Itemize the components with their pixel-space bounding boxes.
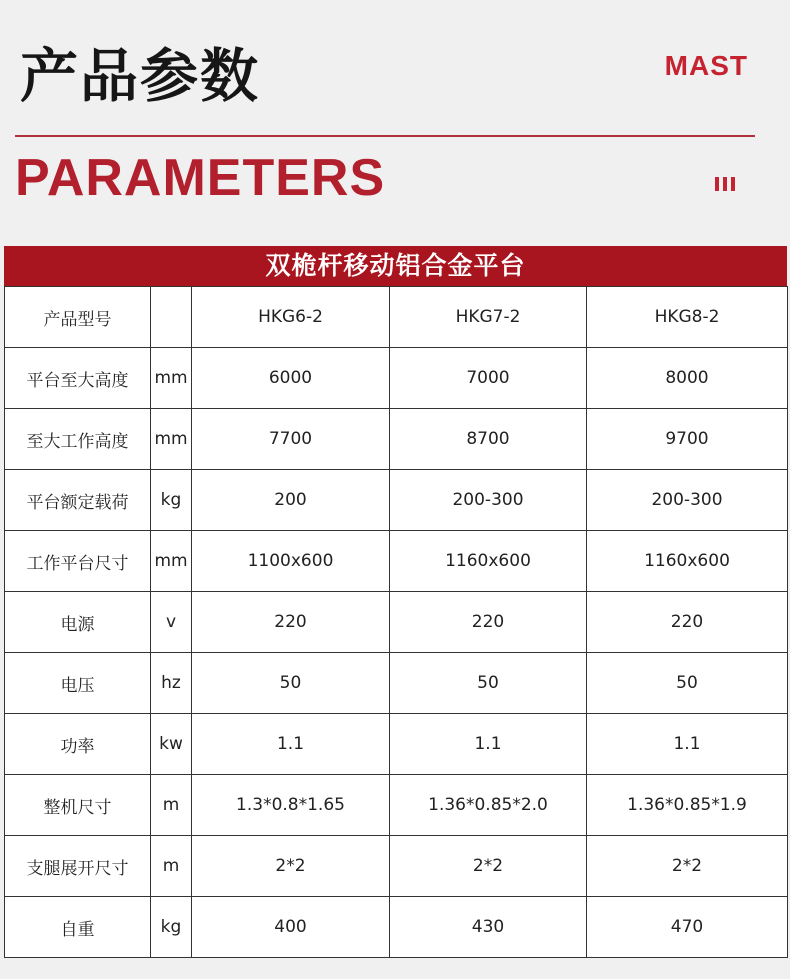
row-value-hkg6: 400: [192, 897, 390, 958]
row-value-hkg6: 200: [192, 470, 390, 531]
spec-table-title: 双桅杆移动铝合金平台: [4, 246, 787, 286]
row-unit: m: [151, 775, 192, 836]
row-value-hkg7: 7000: [390, 348, 587, 409]
spec-table: [4, 286, 788, 958]
row-value-hkg8: 470: [587, 897, 788, 958]
row-value-hkg7: 200-300: [390, 470, 587, 531]
row-value-hkg7: HKG7-2: [390, 287, 587, 348]
table-row: [5, 470, 788, 531]
row-value-hkg7: 430: [390, 897, 587, 958]
row-value-hkg6: 6000: [192, 348, 390, 409]
spec-table-body: [5, 287, 788, 958]
row-unit: mm: [151, 409, 192, 470]
row-unit: kw: [151, 714, 192, 775]
row-value-hkg8: HKG8-2: [587, 287, 788, 348]
row-value-hkg6: 7700: [192, 409, 390, 470]
row-unit: kg: [151, 897, 192, 958]
row-value-hkg8: 220: [587, 592, 788, 653]
table-row: [5, 836, 788, 897]
row-label: 自重: [5, 897, 151, 958]
row-value-hkg8: 1.1: [587, 714, 788, 775]
row-value-hkg6: 2*2: [192, 836, 390, 897]
table-row: [5, 775, 788, 836]
table-row: [5, 653, 788, 714]
row-value-hkg8: 1.36*0.85*1.9: [587, 775, 788, 836]
row-value-hkg6: 1.1: [192, 714, 390, 775]
row-unit: v: [151, 592, 192, 653]
row-label: 平台额定载荷: [5, 470, 151, 531]
table-row: [5, 287, 788, 348]
row-value-hkg7: 50: [390, 653, 587, 714]
row-value-hkg7: 1160x600: [390, 531, 587, 592]
row-value-hkg6: 220: [192, 592, 390, 653]
page-title-cn: 产品参数: [20, 42, 261, 110]
table-row: [5, 714, 788, 775]
row-unit: mm: [151, 348, 192, 409]
row-label: 整机尺寸: [5, 775, 151, 836]
row-value-hkg7: 2*2: [390, 836, 587, 897]
row-value-hkg8: 200-300: [587, 470, 788, 531]
row-unit: m: [151, 836, 192, 897]
row-value-hkg8: 8000: [587, 348, 788, 409]
three-bars-icon: [715, 177, 737, 191]
row-label: 工作平台尺寸: [5, 531, 151, 592]
row-label: 支腿展开尺寸: [5, 836, 151, 897]
row-value-hkg6: 1.3*0.8*1.65: [192, 775, 390, 836]
row-label: 平台至大高度: [5, 348, 151, 409]
row-value-hkg8: 2*2: [587, 836, 788, 897]
row-value-hkg6: HKG6-2: [192, 287, 390, 348]
brand-label: MAST: [664, 50, 748, 81]
row-value-hkg8: 1160x600: [587, 531, 788, 592]
row-value-hkg7: 1.36*0.85*2.0: [390, 775, 587, 836]
header-divider: [15, 135, 755, 137]
row-label: 电源: [5, 592, 151, 653]
row-label: 至大工作高度: [5, 409, 151, 470]
row-label: 电压: [5, 653, 151, 714]
table-row: [5, 409, 788, 470]
row-unit: [151, 287, 192, 348]
table-row: [5, 531, 788, 592]
row-value-hkg8: 50: [587, 653, 788, 714]
row-unit: mm: [151, 531, 192, 592]
row-unit: kg: [151, 470, 192, 531]
row-value-hkg6: 1100x600: [192, 531, 390, 592]
row-label: 功率: [5, 714, 151, 775]
spec-table-section: [4, 246, 787, 958]
row-value-hkg7: 220: [390, 592, 587, 653]
row-value-hkg8: 9700: [587, 409, 788, 470]
row-unit: hz: [151, 653, 192, 714]
table-row: [5, 897, 788, 958]
row-value-hkg7: 1.1: [390, 714, 587, 775]
row-label: 产品型号: [5, 287, 151, 348]
row-value-hkg7: 8700: [390, 409, 587, 470]
table-row: [5, 348, 788, 409]
row-value-hkg6: 50: [192, 653, 390, 714]
page-title-en: PARAMETERS: [15, 149, 386, 207]
table-row: [5, 592, 788, 653]
